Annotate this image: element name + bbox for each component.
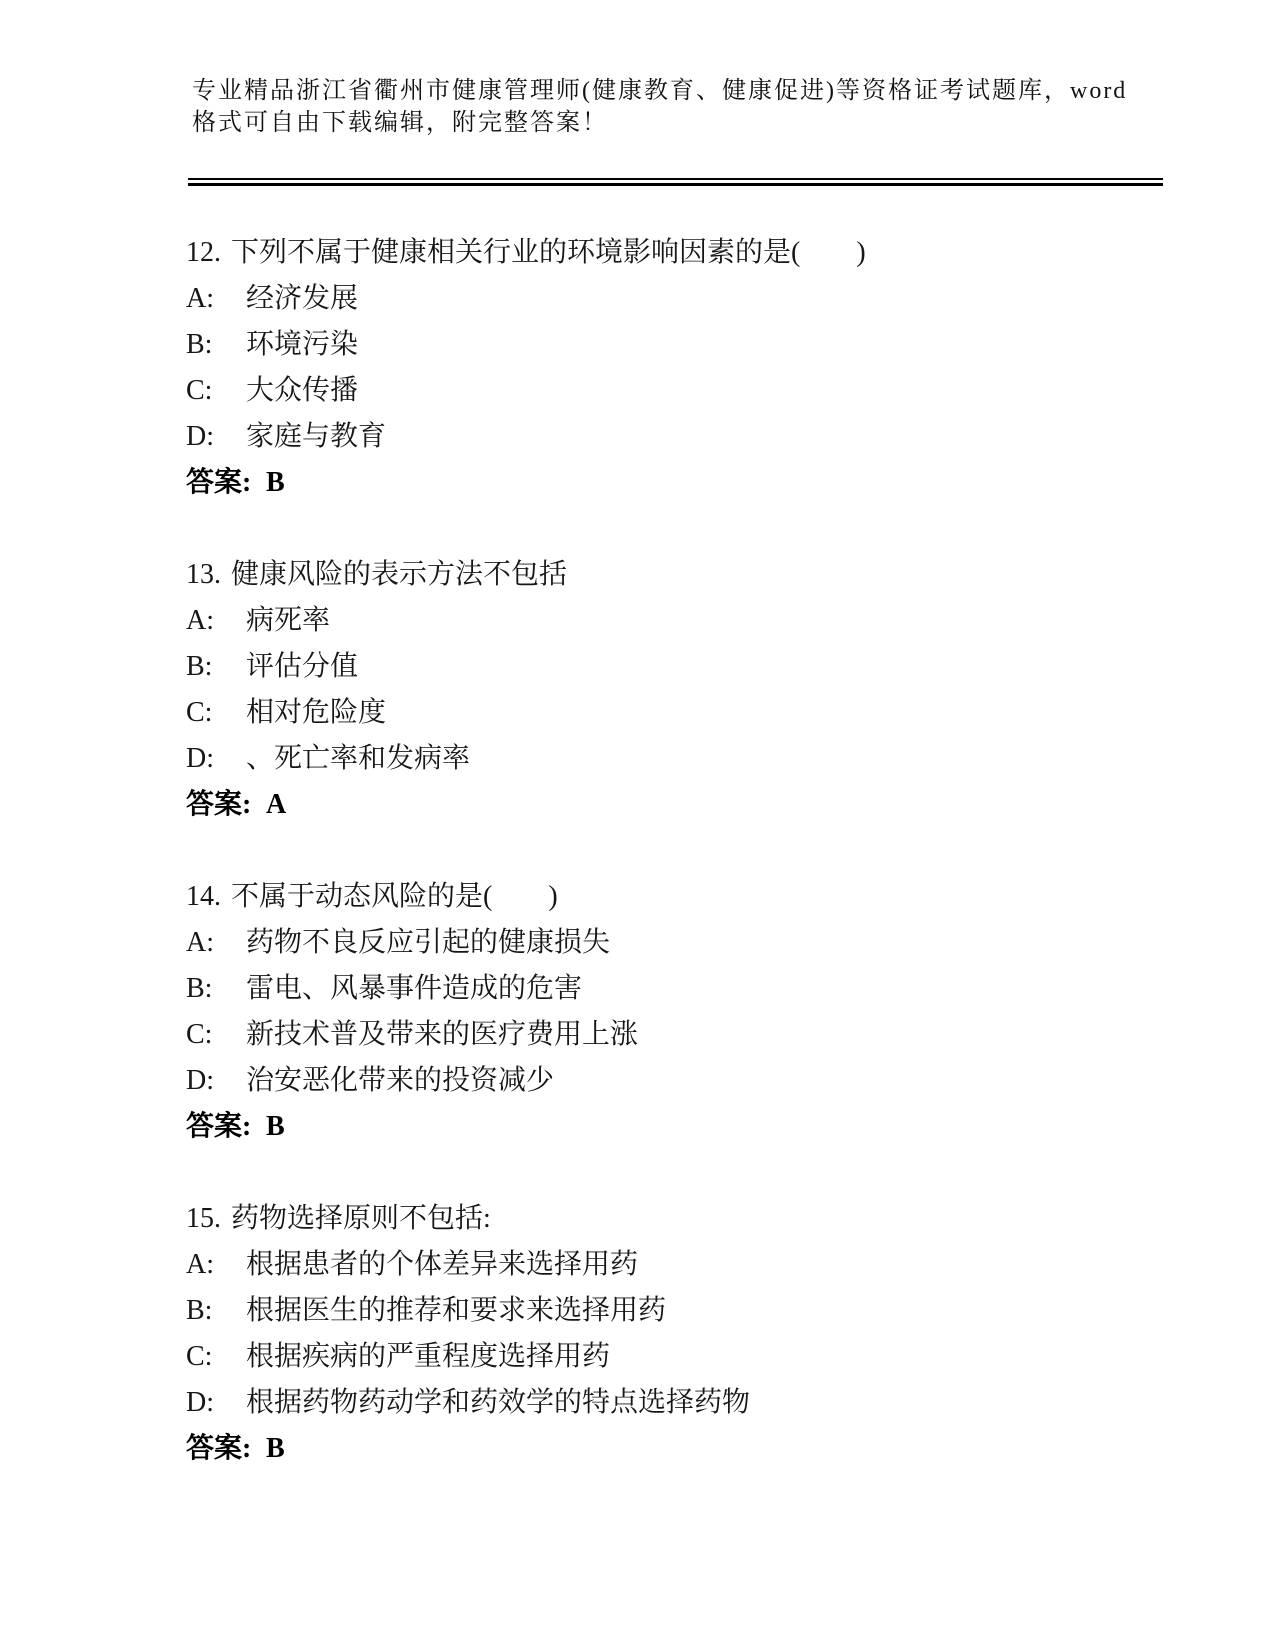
- answer-line: [186, 782, 1196, 828]
- option-a: [186, 1242, 1196, 1288]
- option-text: 病死率: [246, 605, 331, 636]
- option-label: A:: [186, 927, 214, 958]
- option-label: B:: [186, 1295, 213, 1326]
- option-label: B:: [186, 651, 213, 682]
- option-d: [186, 1380, 1196, 1426]
- question-text: 下列不属于健康相关行业的环境影响因素的是( ): [231, 237, 866, 268]
- option-a: [186, 920, 1196, 966]
- answer-line: [186, 460, 1196, 506]
- question-number: 15.: [186, 1203, 221, 1234]
- option-d: [186, 1058, 1196, 1104]
- answer-value: B: [266, 1111, 285, 1142]
- option-c: [186, 1334, 1196, 1380]
- option-d: [186, 414, 1196, 460]
- option-label: D:: [186, 1387, 214, 1418]
- option-text: 环境污染: [246, 329, 359, 360]
- option-label: D:: [186, 421, 214, 452]
- header-disclaimer-line-2: 格式可自由下载编辑，附完整答案！: [192, 110, 608, 136]
- question-title: [186, 552, 1196, 598]
- header-disclaimer-line-1: 专业精品浙江省衢州市健康管理师(健康教育、健康促进)等资格证考试题库，word: [192, 78, 1128, 104]
- answer-value: B: [266, 467, 285, 498]
- option-text: 根据患者的个体差异来选择用药: [246, 1249, 639, 1280]
- question-block-14: [186, 874, 1196, 1150]
- question-block-12: [186, 230, 1196, 506]
- question-list: [186, 230, 1196, 1472]
- answer-label: 答案:: [186, 1111, 252, 1142]
- option-label: B:: [186, 329, 213, 360]
- option-text: 相对危险度: [246, 697, 387, 728]
- option-a: [186, 598, 1196, 644]
- option-text: 经济发展: [246, 283, 359, 314]
- question-text: 不属于动态风险的是( ): [231, 881, 558, 912]
- block-spacer: [186, 1150, 1196, 1196]
- question-text: 药物选择原则不包括:: [231, 1203, 491, 1234]
- question-number: 13.: [186, 559, 221, 590]
- option-label: D:: [186, 1065, 214, 1096]
- question-number: 12.: [186, 237, 221, 268]
- option-text: 大众传播: [246, 375, 359, 406]
- option-d: [186, 736, 1196, 782]
- option-label: C:: [186, 1341, 213, 1372]
- question-number: 14.: [186, 881, 221, 912]
- answer-value: A: [266, 789, 287, 820]
- option-b: [186, 966, 1196, 1012]
- option-text: 雷电、风暴事件造成的危害: [246, 973, 583, 1004]
- header-separator-rule: [188, 178, 1163, 186]
- option-label: C:: [186, 1019, 213, 1050]
- option-text: 根据医生的推荐和要求来选择用药: [246, 1295, 667, 1326]
- question-text: 健康风险的表示方法不包括: [231, 559, 568, 590]
- answer-line: [186, 1104, 1196, 1150]
- option-text: 根据药物药动学和药效学的特点选择药物: [246, 1387, 751, 1418]
- question-block-13: [186, 552, 1196, 828]
- option-text: 治安恶化带来的投资减少: [246, 1065, 555, 1096]
- option-c: [186, 1012, 1196, 1058]
- answer-value: B: [266, 1433, 285, 1464]
- answer-label: 答案:: [186, 467, 252, 498]
- question-title: [186, 874, 1196, 920]
- option-c: [186, 368, 1196, 414]
- option-b: [186, 1288, 1196, 1334]
- question-title: [186, 230, 1196, 276]
- option-c: [186, 690, 1196, 736]
- option-label: B:: [186, 973, 213, 1004]
- block-spacer: [186, 828, 1196, 874]
- option-label: A:: [186, 1249, 214, 1280]
- option-text: 新技术普及带来的医疗费用上涨: [246, 1019, 639, 1050]
- option-text: 评估分值: [246, 651, 359, 682]
- header-disclaimer: [192, 75, 1172, 139]
- option-label: A:: [186, 605, 214, 636]
- option-a: [186, 276, 1196, 322]
- option-label: D:: [186, 743, 214, 774]
- option-text: 、死亡率和发病率: [246, 743, 471, 774]
- block-spacer: [186, 506, 1196, 552]
- option-label: A:: [186, 283, 214, 314]
- answer-line: [186, 1426, 1196, 1472]
- option-b: [186, 322, 1196, 368]
- option-label: C:: [186, 697, 213, 728]
- question-title: [186, 1196, 1196, 1242]
- option-b: [186, 644, 1196, 690]
- option-text: 家庭与教育: [246, 421, 387, 452]
- question-block-15: [186, 1196, 1196, 1472]
- answer-label: 答案:: [186, 1433, 252, 1464]
- option-label: C:: [186, 375, 213, 406]
- option-text: 根据疾病的严重程度选择用药: [246, 1341, 611, 1372]
- answer-label: 答案:: [186, 789, 252, 820]
- option-text: 药物不良反应引起的健康损失: [246, 927, 611, 958]
